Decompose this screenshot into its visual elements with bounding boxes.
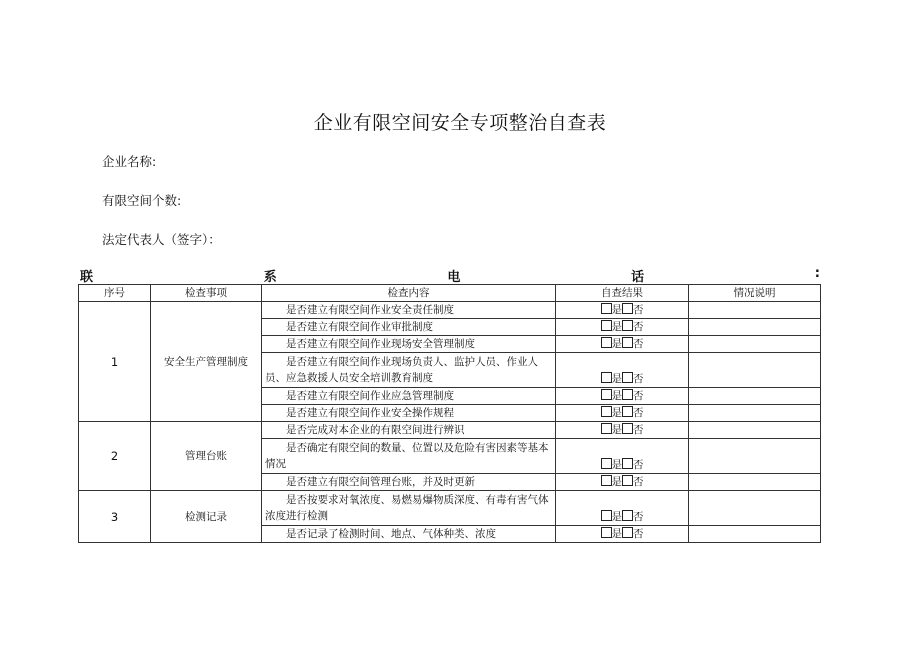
header-category: 检查事项 [151,285,262,302]
no-checkbox[interactable] [622,423,633,434]
header-result: 自查结果 [556,285,689,302]
table-row [79,422,821,439]
no-checkbox[interactable] [622,458,633,469]
no-label: 否 [633,424,644,436]
checklist-table [78,284,821,543]
item-number: 3 [79,491,151,543]
yes-checkbox[interactable] [601,510,612,521]
check-content: 是否按要求对氧浓度、易燃易爆物质深度、有毒有害气体浓度进行检测 [262,491,556,526]
check-content: 是否确定有限空间的数量、位置以及危险有害因素等基本情况 [262,439,556,474]
result-cell [556,422,689,439]
yes-checkbox[interactable] [601,458,612,469]
check-content: 是否建立有限空间作业现场安全管理制度 [262,336,556,353]
yes-label: 是 [611,373,622,385]
result-cell [556,388,689,405]
table-body [79,302,821,543]
result-cell [556,439,689,474]
no-label: 否 [633,373,644,385]
no-checkbox[interactable] [622,303,633,314]
contact-char: : [814,266,820,281]
notes-cell[interactable] [689,526,821,543]
notes-cell[interactable] [689,491,821,526]
yes-checkbox[interactable] [601,389,612,400]
result-cell [556,353,689,388]
notes-cell[interactable] [689,422,821,439]
check-content: 是否建立有限空间作业审批制度 [262,319,556,336]
check-content: 是否建立有限空间作业安全责任制度 [262,302,556,319]
check-content: 是否建立有限空间作业安全操作规程 [262,405,556,422]
no-label: 否 [633,459,644,471]
no-label: 否 [633,476,644,488]
yes-label: 是 [611,321,622,333]
yes-checkbox[interactable] [601,337,612,348]
no-label: 否 [633,407,644,419]
notes-cell[interactable] [689,353,821,388]
notes-cell[interactable] [689,388,821,405]
no-checkbox[interactable] [622,510,633,521]
table-header-row [79,285,821,302]
yes-label: 是 [611,338,622,350]
notes-cell[interactable] [689,302,821,319]
no-label: 否 [633,511,644,523]
no-checkbox[interactable] [622,389,633,400]
no-label: 否 [633,338,644,350]
check-content: 是否建立有限空间管理台账，并及时更新 [262,474,556,491]
check-content: 是否建立有限空间作业现场负责人、监护人员、作业人员、应急救援人员安全培训教育制度 [262,353,556,388]
contact-phone-label [80,266,820,284]
notes-cell[interactable] [689,439,821,474]
item-number: 2 [79,422,151,491]
space-count-label: 有限空间个数: [102,193,182,208]
yes-label: 是 [611,424,622,436]
check-content: 是否记录了检测时间、地点、气体种类、浓度 [262,526,556,543]
no-checkbox[interactable] [622,337,633,348]
notes-cell[interactable] [689,474,821,491]
no-label: 否 [633,321,644,333]
item-category: 管理台账 [151,422,262,491]
no-checkbox[interactable] [622,406,633,417]
item-category: 安全生产管理制度 [151,302,262,422]
header-number: 序号 [79,285,151,302]
item-number: 1 [79,302,151,422]
no-checkbox[interactable] [622,475,633,486]
notes-cell[interactable] [689,336,821,353]
header-notes: 情况说明 [689,285,821,302]
no-checkbox[interactable] [622,320,633,331]
yes-label: 是 [611,476,622,488]
yes-label: 是 [611,459,622,471]
yes-label: 是 [611,390,622,402]
notes-cell[interactable] [689,405,821,422]
page-title: 企业有限空间安全专项整治自查表 [313,112,607,134]
result-cell [556,336,689,353]
result-cell [556,302,689,319]
check-content: 是否建立有限空间作业应急管理制度 [262,388,556,405]
yes-checkbox[interactable] [601,320,612,331]
yes-label: 是 [611,511,622,523]
contact-char: 系 [263,270,277,285]
yes-label: 是 [611,407,622,419]
yes-checkbox[interactable] [601,303,612,314]
result-cell [556,474,689,491]
result-cell [556,319,689,336]
yes-checkbox[interactable] [601,475,612,486]
no-label: 否 [633,390,644,402]
no-label: 否 [633,528,644,540]
item-category: 检测记录 [151,491,262,543]
header-content: 检查内容 [262,285,556,302]
no-checkbox[interactable] [622,372,633,383]
yes-checkbox[interactable] [601,372,612,383]
company-name-label: 企业名称: [102,154,157,169]
contact-char: 话 [631,270,645,285]
yes-checkbox[interactable] [601,423,612,434]
no-checkbox[interactable] [622,527,633,538]
no-label: 否 [633,304,644,316]
result-cell [556,526,689,543]
contact-char: 联 [80,270,94,285]
table-row [79,302,821,319]
legal-rep-label: 法定代表人（签字）： [102,232,221,247]
yes-label: 是 [611,304,622,316]
result-cell [556,491,689,526]
yes-checkbox[interactable] [601,527,612,538]
table-row [79,491,821,526]
contact-char: 电 [447,270,461,285]
yes-label: 是 [611,528,622,540]
notes-cell[interactable] [689,319,821,336]
yes-checkbox[interactable] [601,406,612,417]
check-content: 是否完成对本企业的有限空间进行辨识 [262,422,556,439]
result-cell [556,405,689,422]
